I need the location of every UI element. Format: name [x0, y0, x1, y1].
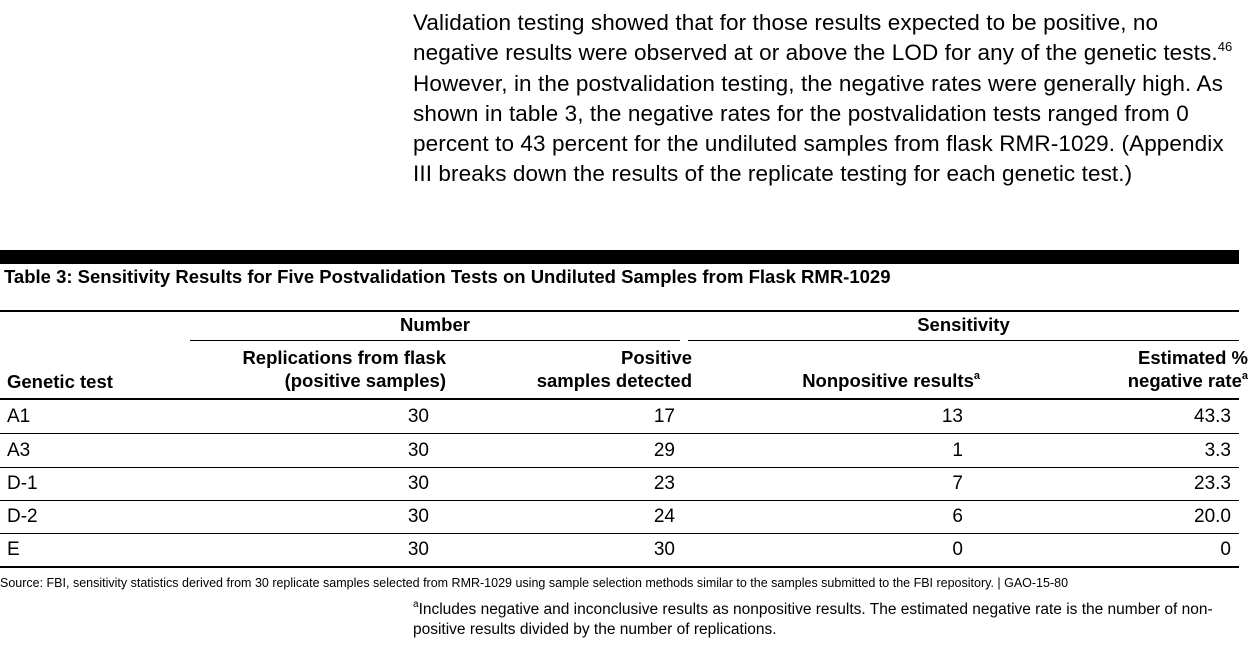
- cell-nonpositive: 13: [941, 406, 963, 427]
- group-header-sensitivity: Sensitivity: [917, 314, 1010, 335]
- group-header-number: Number: [400, 314, 470, 335]
- cell-genetic-test: D-2: [7, 506, 38, 527]
- cell-positive: 23: [653, 473, 675, 494]
- table-row: [0, 400, 1239, 434]
- cell-negative-rate: 23.3: [1194, 473, 1231, 494]
- cell-replications: 30: [407, 539, 429, 560]
- column-header-nonpositive: [802, 369, 980, 392]
- column-header-nonpositive-label: Nonpositive results: [802, 370, 974, 391]
- column-header-estimated-line2: negative rate: [1127, 370, 1242, 391]
- cell-replications: 30: [407, 473, 429, 494]
- column-header-positive: [537, 346, 692, 392]
- table-footnote: [413, 600, 1243, 640]
- cell-positive: 24: [653, 506, 675, 527]
- body-text-part2: However, in the postvalidation testing, the negative rates were generally high. As shown in table 3, the negative rates for the postvalidation tests ranged from 0 percent to 43 percent for the undiluted samples from flask RMR-1029. (Appendix III breaks down the results of the replicate testing for each genetic test.): [413, 70, 1224, 187]
- column-header-replications-line2: (positive samples): [284, 370, 446, 391]
- column-header-estimated-line1: Estimated %: [1137, 347, 1248, 368]
- cell-positive: 29: [653, 440, 675, 461]
- table-row: [0, 467, 1239, 501]
- body-text-part1: Validation testing showed that for those results expected to be positive, no negative results were observed at or above the LOD for any of the genetic tests.: [413, 10, 1218, 66]
- table-title: Table 3: Sensitivity Results for Five Postvalidation Tests on Undiluted Samples from Flask RMR-1029: [4, 266, 891, 287]
- footnote-marker: a: [413, 599, 419, 610]
- table-top-rule: [0, 250, 1239, 264]
- column-header-nonpositive-note: a: [973, 370, 980, 382]
- column-header-positive-line1: Positive: [621, 347, 692, 368]
- group-underline-number: [190, 340, 680, 341]
- cell-genetic-test: E: [7, 539, 20, 560]
- column-header-estimated-negative-rate: [1128, 346, 1248, 392]
- cell-genetic-test: A3: [7, 440, 31, 461]
- cell-negative-rate: 20.0: [1194, 506, 1231, 527]
- footnote-reference: 46: [1217, 39, 1233, 55]
- column-header-estimated-note: a: [1241, 370, 1248, 382]
- column-header-positive-line2: samples detected: [536, 370, 692, 391]
- cell-replications: 30: [407, 406, 429, 427]
- cell-nonpositive: 1: [952, 440, 963, 461]
- column-header-genetic-test: Genetic test: [7, 371, 113, 392]
- cell-negative-rate: 3.3: [1204, 440, 1231, 461]
- table-row: [0, 500, 1239, 534]
- column-header-replications: [242, 346, 446, 392]
- cell-nonpositive: 6: [952, 506, 963, 527]
- cell-positive: 30: [653, 539, 675, 560]
- table-row: [0, 434, 1239, 468]
- column-header-replications-line1: Replications from flask: [242, 347, 446, 368]
- table-source: Source: FBI, sensitivity statistics derived from 30 replicate samples selected from RMR-1029 using sample selection methods similar to the samples submitted to the FBI repository. | GAO-15-80: [0, 576, 1069, 590]
- table-header-top-line: [0, 310, 1239, 312]
- cell-replications: 30: [407, 506, 429, 527]
- cell-nonpositive: 7: [952, 473, 963, 494]
- cell-genetic-test: D-1: [7, 473, 38, 494]
- cell-nonpositive: 0: [952, 539, 963, 560]
- table-row: [0, 533, 1239, 568]
- body-paragraph: [413, 8, 1243, 190]
- footnote-text: Includes negative and inconclusive results as nonpositive results. The estimated negative rate is the number of non-positive results divided by the number of replications.: [413, 601, 1213, 638]
- cell-positive: 17: [653, 406, 675, 427]
- group-underline-sensitivity: [688, 340, 1239, 341]
- cell-negative-rate: 0: [1220, 539, 1231, 560]
- cell-replications: 30: [407, 440, 429, 461]
- cell-negative-rate: 43.3: [1194, 406, 1231, 427]
- cell-genetic-test: A1: [7, 406, 31, 427]
